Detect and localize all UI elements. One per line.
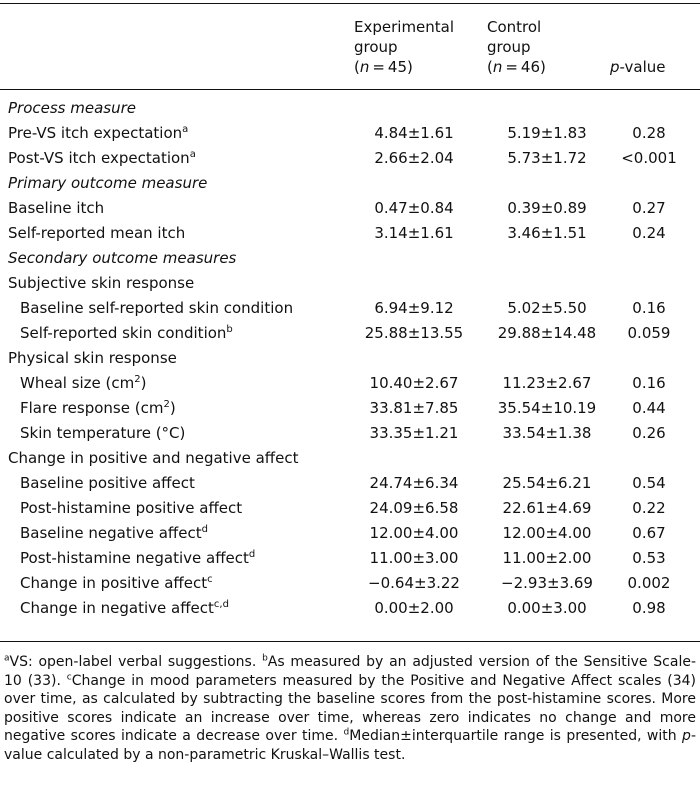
table-row [0,296,700,320]
unit-superscript: 2 [163,399,170,410]
row-label-text: Self-reported skin condition [20,324,227,342]
control-value: 11.00±2.00 [502,549,592,567]
section-heading-row [0,96,700,120]
row-label [20,596,229,620]
experimental-value: 24.74±6.34 [369,474,459,492]
experimental-value: 33.35±1.21 [369,424,459,442]
table-row [0,421,700,445]
row-label [20,571,213,595]
control-value: 12.00±4.00 [502,524,592,542]
experimental-value: 6.94±9.12 [374,299,454,317]
row-label-text: Primary outcome measure [8,174,208,192]
table-row [0,196,700,220]
control-value: 29.88±14.48 [497,324,597,342]
footnote-marker: b [226,324,233,335]
footnote-marker: d [248,549,256,560]
row-label [20,321,233,345]
footnote-d-p: p [682,728,691,744]
row-label-text: Post-histamine negative affect [20,549,249,567]
experimental-value: 3.14±1.61 [374,224,454,242]
header-control-n: (n = 46) [487,58,546,76]
row-label-text: Physical skin response [8,349,177,367]
row-label-text: Wheal size (cm [20,374,135,392]
experimental-value: −0.64±3.22 [368,574,460,592]
control-value: 5.19±1.83 [507,124,587,142]
p-value: 0.53 [632,549,666,567]
control-value: 35.54±10.19 [497,399,597,417]
row-label [20,471,195,495]
footnote-marker: c [207,574,213,585]
control-value: 0.00±3.00 [507,599,587,617]
experimental-value: 25.88±13.55 [364,324,464,342]
footnote-marker: a [189,149,196,160]
footnote-d-text-2: -value calculated by a non-parametric Kruskal–Wallis test. [4,728,696,763]
p-value: 0.28 [632,124,666,142]
footnote-marker: d [201,524,208,535]
experimental-value: 12.00±4.00 [369,524,459,542]
control-value: −2.93±3.69 [501,574,593,592]
row-label-text: Baseline self-reported skin condition [20,299,294,317]
p-value: 0.059 [627,324,671,342]
p-value: 0.16 [632,374,666,392]
header-rule [0,89,700,90]
row-label-text: Process measure [8,99,137,117]
table-row [0,396,700,420]
experimental-value: 10.40±2.67 [369,374,459,392]
row-label [8,346,177,370]
section-heading-row [0,171,700,195]
row-label [8,146,196,170]
row-label-text: Change in negative affect [20,599,214,617]
row-label-text: Skin temperature (°C) [20,424,186,442]
p-value: 0.26 [632,424,666,442]
row-label-text: Post-VS itch expectation [8,149,190,167]
row-label [8,246,236,270]
row-label [20,421,185,445]
footnote-a-text: VS: open-label verbal suggestions. [9,654,263,670]
footnote-b-marker: b [262,653,268,664]
row-label [20,371,147,395]
bottom-rule [0,641,700,642]
row-label [8,221,185,245]
table-row [0,571,700,595]
p-value: 0.22 [632,499,666,517]
table-footnotes [4,653,696,764]
p-value: 0.67 [632,524,666,542]
control-value: 5.02±5.50 [507,299,587,317]
control-value: 33.54±1.38 [502,424,592,442]
header-control-line1: Control [487,18,542,36]
row-label-text: Flare response (cm [20,399,164,417]
footnote-marker: a [182,124,189,135]
p-value: 0.98 [632,599,666,617]
footnote-d-marker: d [343,727,350,738]
row-label [8,171,207,195]
row-label [20,521,208,545]
p-value: <0.001 [621,149,677,167]
header-experimental-line1: Experimental [354,18,455,36]
row-label-suffix: ) [140,374,147,392]
row-label-text: Change in positive and negative affect [8,449,299,467]
row-label-text: Self-reported mean itch [8,224,186,242]
footnote-d-text-1: Median±interquartile range is presented, with [349,728,683,744]
row-label-text: Post-histamine positive affect [20,499,243,517]
table-row [0,121,700,145]
footnote-c-text: Change in mood parameters measured by the Positive and Negative Affect scales (34) over time, as calculated by subtracting the baseline scores from the post-histamine scores. More positive scores indicate an increase over time, whereas zero indicates no change and more negative scores indicate a decrease over time. [4,672,697,744]
p-value: 0.27 [632,199,666,217]
control-value: 25.54±6.21 [502,474,592,492]
row-label-text: Pre-VS itch expectation [8,124,183,142]
row-label [20,296,293,320]
footnote-c-marker: c [66,671,72,682]
footnote-a-marker: a [4,653,10,664]
header-experimental-n: (n = 45) [354,58,413,76]
unit-superscript: 2 [134,374,141,385]
table-row [0,221,700,245]
row-label [20,496,242,520]
group-heading-row [0,446,700,470]
top-rule [0,3,700,4]
p-value: 0.002 [627,574,671,592]
control-value: 3.46±1.51 [507,224,587,242]
table-row [0,471,700,495]
experimental-value: 0.00±2.00 [374,599,454,617]
header-control-group [487,17,546,77]
row-label-text: Baseline positive affect [20,474,195,492]
row-label [8,96,136,120]
p-value: 0.54 [632,474,666,492]
experimental-value: 2.66±2.04 [374,149,454,167]
header-experimental-group [354,17,454,77]
table-row [0,596,700,620]
experimental-value: 33.81±7.85 [369,399,459,417]
row-label-text: Change in positive affect [20,574,208,592]
header-p-value: p-value [610,58,666,76]
row-label [20,396,176,420]
row-label [8,121,188,145]
table-row [0,371,700,395]
header-control-line2: group [487,38,531,56]
experimental-value: 0.47±0.84 [374,199,454,217]
row-label [8,271,194,295]
group-heading-row [0,346,700,370]
control-value: 22.61±4.69 [502,499,592,517]
table-row [0,496,700,520]
p-value: 0.24 [632,224,666,242]
row-label [8,196,104,220]
row-label-text: Secondary outcome measures [8,249,237,267]
p-value: 0.16 [632,299,666,317]
row-label [20,546,255,570]
experimental-value: 24.09±6.58 [369,499,459,517]
section-heading-row [0,246,700,270]
footnote-marker: c,d [213,599,229,610]
experimental-value: 4.84±1.61 [374,124,454,142]
table-row [0,546,700,570]
table-row [0,146,700,170]
experimental-value: 11.00±3.00 [369,549,459,567]
table-row [0,321,700,345]
row-label-text: Baseline negative affect [20,524,202,542]
table-row [0,521,700,545]
row-label-text: Subjective skin response [8,274,195,292]
header-experimental-line2: group [354,38,398,56]
control-value: 11.23±2.67 [502,374,592,392]
group-heading-row [0,271,700,295]
control-value: 0.39±0.89 [507,199,587,217]
row-label-suffix: ) [169,399,176,417]
row-label-text: Baseline itch [8,199,105,217]
footnote-b-text: As measured by an adjusted version of the Sensitive Scale-10 (33). [4,654,696,689]
p-value: 0.44 [632,399,666,417]
control-value: 5.73±1.72 [507,149,587,167]
row-label [8,446,299,470]
